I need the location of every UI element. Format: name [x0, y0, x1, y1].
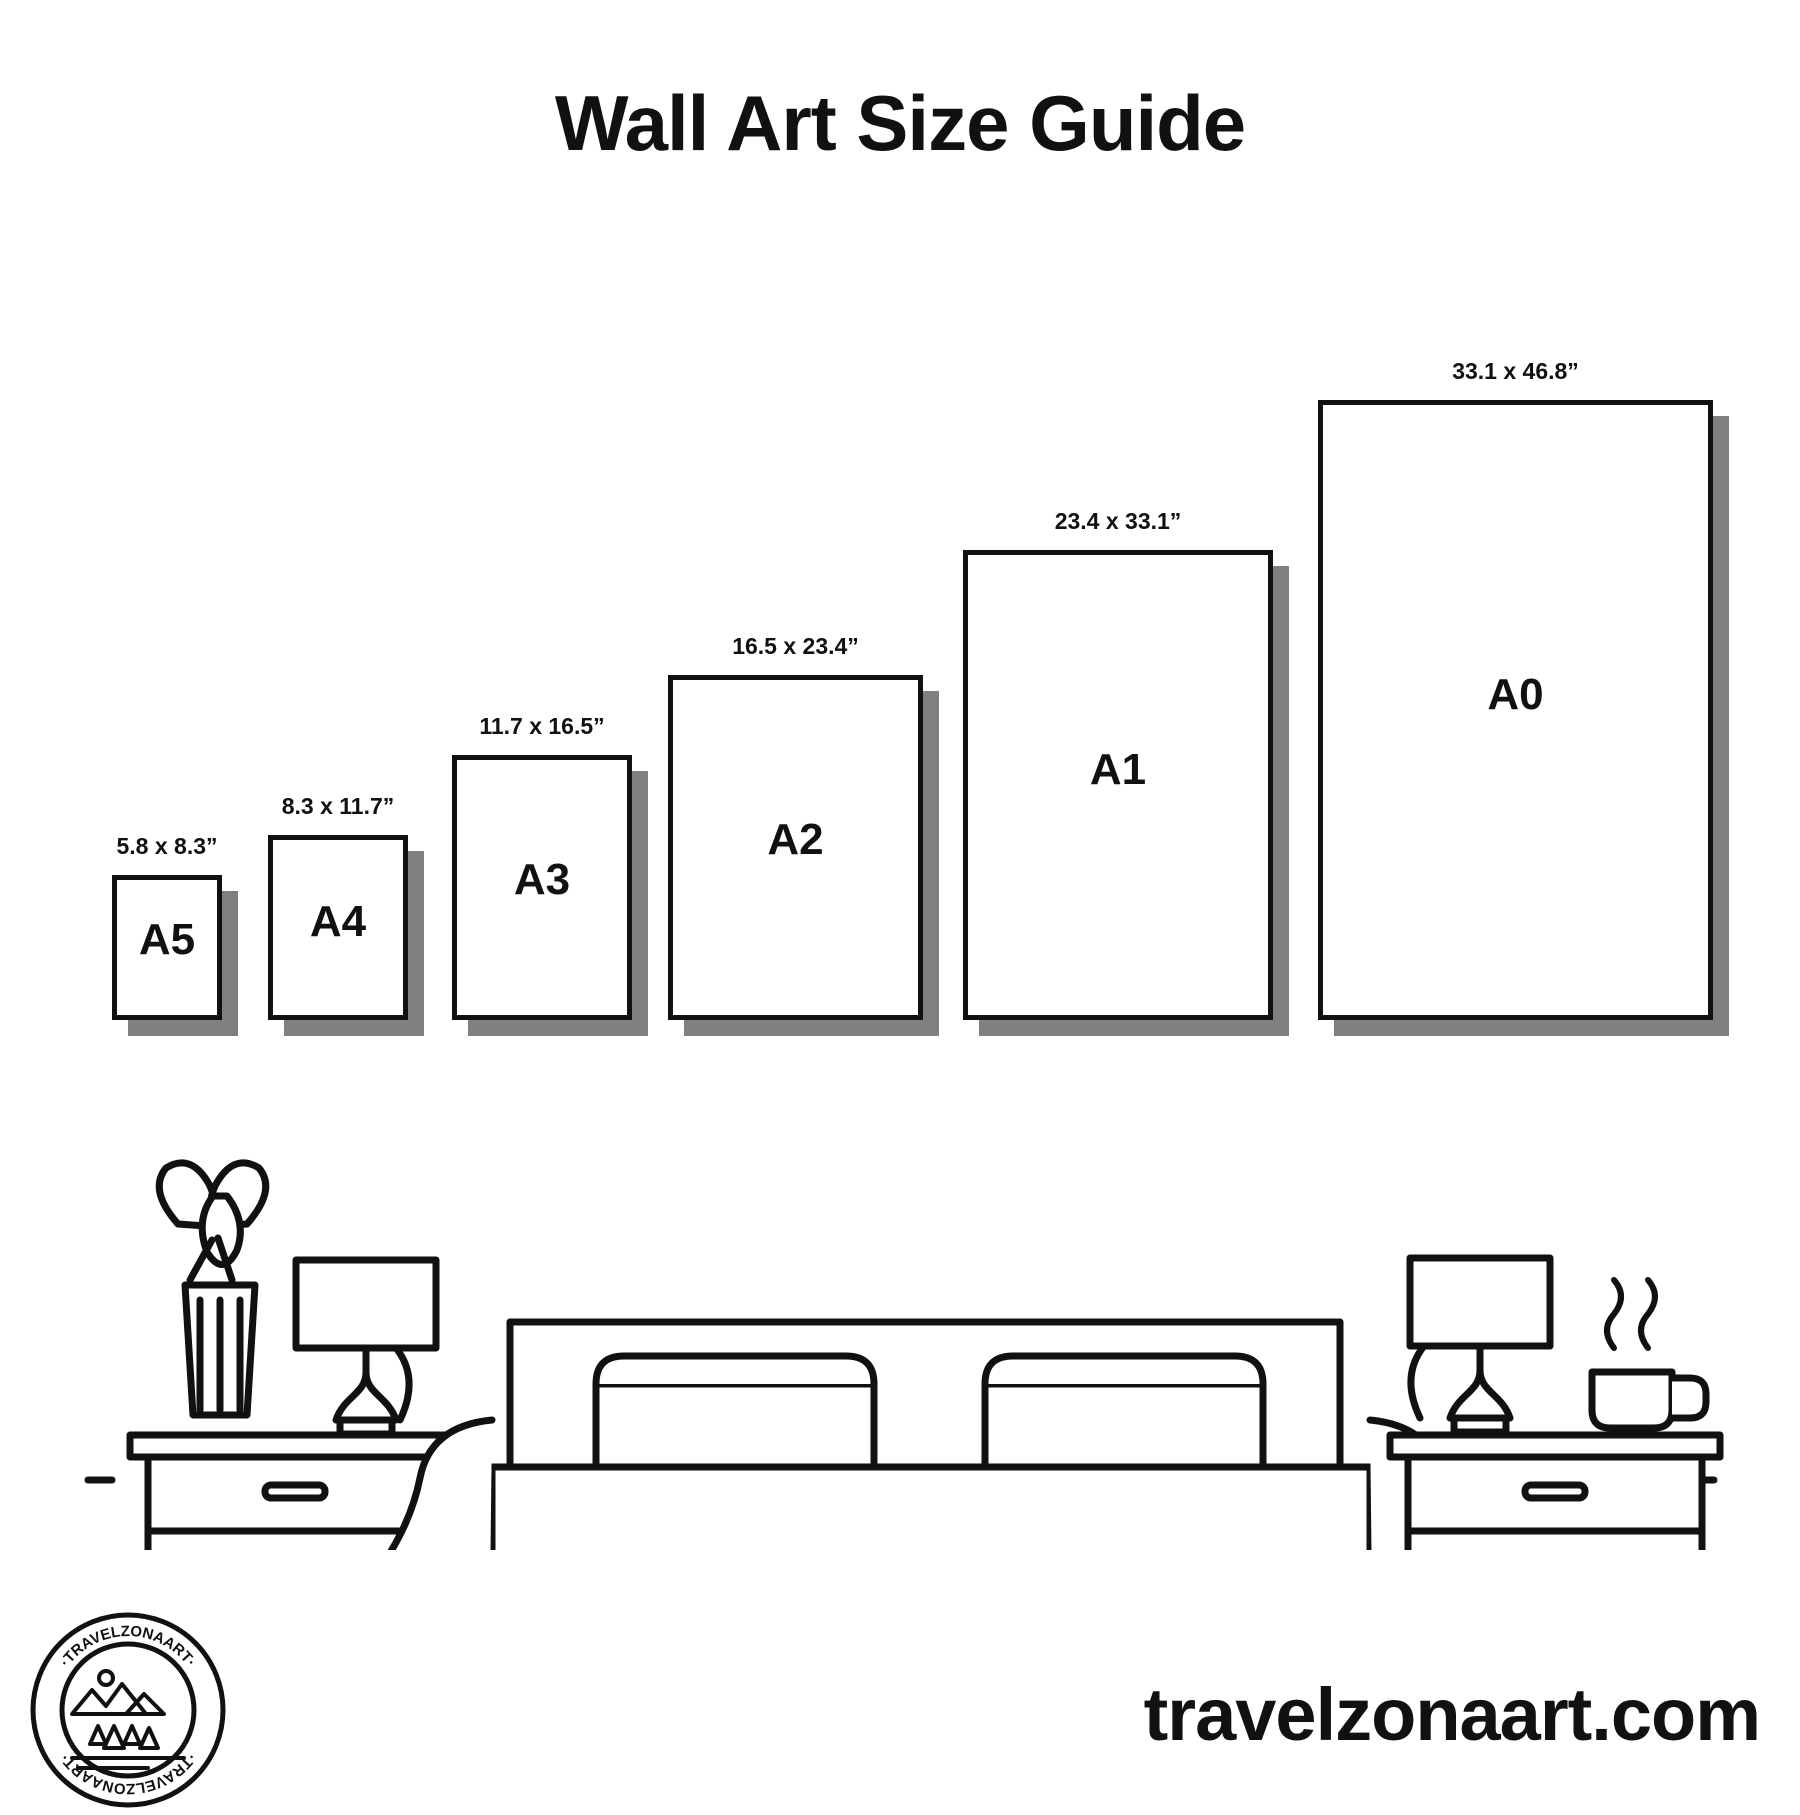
- table-lamp-right: [1410, 1258, 1550, 1432]
- size-item-a2: [668, 633, 923, 1020]
- size-dimensions-a0: 33.1 x 46.8”: [1452, 358, 1579, 384]
- logo-scene: [72, 1671, 184, 1768]
- frame-label-a0: A0: [1487, 670, 1544, 719]
- vase-with-plant: [159, 1163, 266, 1415]
- size-dimensions-a1: 23.4 x 33.1”: [1054, 508, 1182, 534]
- brand-logo[interactable]: [28, 1610, 228, 1810]
- size-item-a1: [963, 508, 1273, 1020]
- frame-label-a1: A1: [1089, 745, 1147, 794]
- table-lamp-left: [296, 1260, 436, 1434]
- size-dimensions-a3: 11.7 x 16.5”: [479, 713, 605, 739]
- frame-label-a4: A4: [309, 897, 367, 946]
- bed: [378, 1322, 1483, 1550]
- coffee-cup: [1592, 1280, 1706, 1428]
- frame-a0: [1318, 400, 1713, 1020]
- frame-label-a5: A5: [138, 915, 196, 964]
- size-dimensions-a4: 8.3 x 11.7”: [281, 793, 395, 819]
- logo-text-top: ·TRAVELZONAART·: [56, 1622, 200, 1671]
- size-dimensions-a2: 16.5 x 23.4”: [732, 633, 859, 659]
- frame-a1: [963, 550, 1273, 1020]
- nightstand-right: [1390, 1435, 1720, 1550]
- website-url[interactable]: travelzonaart.com: [1143, 1673, 1760, 1756]
- frame-label-a3: A3: [513, 855, 571, 904]
- bedroom-illustration: [0, 980, 1800, 1550]
- frame-a2: [668, 675, 923, 1020]
- page-title: Wall Art Size Guide: [554, 79, 1246, 167]
- logo-text-bottom: ·TRAVELZONAART·: [56, 1749, 200, 1798]
- size-item-a0: [1318, 358, 1713, 1020]
- size-dimensions-a5: 5.8 x 8.3”: [116, 833, 218, 859]
- size-chart: [0, 280, 1800, 1020]
- frame-label-a2: A2: [767, 815, 824, 864]
